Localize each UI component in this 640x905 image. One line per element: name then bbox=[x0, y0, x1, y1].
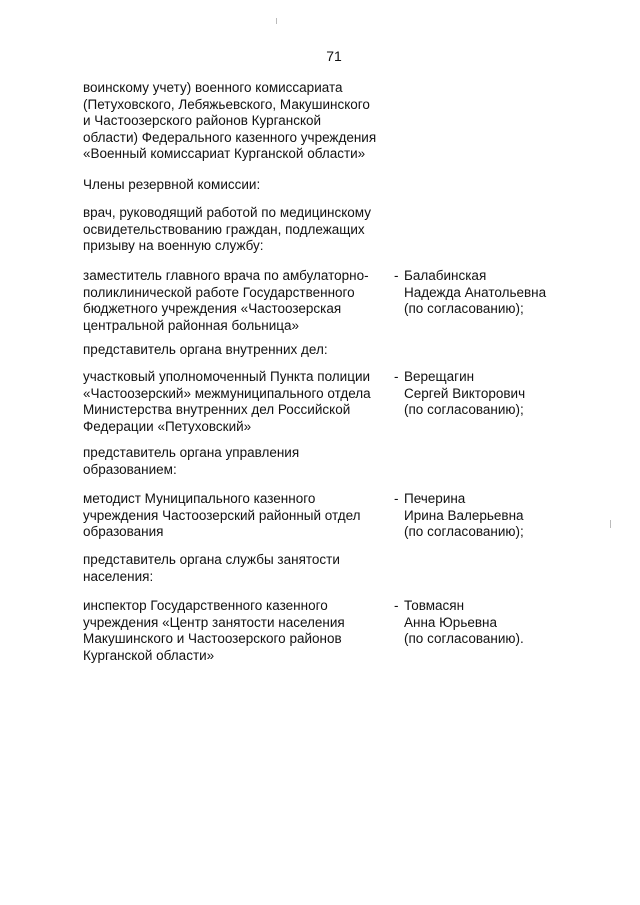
text-line: Сергей Викторович bbox=[404, 385, 526, 401]
text-line: Печерина bbox=[404, 491, 466, 506]
text-line: Анна Юрьевна bbox=[404, 614, 497, 630]
text-line: бюджетного учреждения «Частоозерская bbox=[83, 301, 342, 316]
text-line: поликлинической работе Государственного bbox=[83, 284, 355, 300]
text-line: Министерства внутренних дел Российской bbox=[83, 402, 351, 417]
text-line: врач, руководящий работой по медицинскому bbox=[83, 205, 371, 220]
dash: - bbox=[394, 491, 399, 506]
member-name bbox=[404, 491, 524, 541]
text-line: образования bbox=[83, 524, 164, 539]
education-heading bbox=[83, 445, 299, 478]
text-line: (Петуховского, Лебяжьевского, Макушинского bbox=[83, 96, 370, 112]
dash: - bbox=[394, 369, 399, 384]
text-line: (по согласованию); bbox=[404, 402, 524, 417]
text-line: представитель органа службы занятости bbox=[83, 552, 340, 567]
scan-mark-right bbox=[610, 520, 611, 528]
member-position bbox=[83, 598, 345, 664]
text-line: Товмасян bbox=[404, 598, 465, 613]
text-line: Федерации «Петуховский» bbox=[83, 418, 252, 434]
member-name bbox=[404, 598, 524, 648]
text-line: освидетельствованию граждан, подлежащих bbox=[83, 221, 365, 237]
text-line: учреждения «Центр занятости населения bbox=[83, 614, 345, 630]
text-line: населения: bbox=[83, 568, 154, 584]
dash: - bbox=[394, 598, 399, 613]
reserve-commission-heading: Члены резервной комиссии: bbox=[83, 177, 261, 192]
text-line: представитель органа управления bbox=[83, 445, 300, 460]
text-line: Верещагин bbox=[404, 369, 475, 384]
text-line: Надежда Анатольевна bbox=[404, 284, 547, 300]
text-line: заместитель главного врача по амбулаторно- bbox=[83, 268, 369, 283]
text-line: «Военный комиссариат Курганской области» bbox=[83, 146, 366, 161]
text-line: (по согласованию); bbox=[404, 301, 524, 316]
member-name bbox=[404, 268, 546, 318]
member-position bbox=[83, 268, 369, 334]
member-position bbox=[83, 491, 361, 541]
member-position bbox=[83, 369, 371, 435]
text-line: воинскому учету) военного комиссариата bbox=[83, 80, 343, 95]
text-line: центральной районная больница» bbox=[83, 317, 300, 333]
scan-mark-top bbox=[276, 18, 277, 24]
text-line: (по согласованию). bbox=[404, 631, 524, 646]
text-line: Балабинская bbox=[404, 268, 487, 283]
intro-paragraph bbox=[83, 80, 376, 163]
text-line: методист Муниципального казенного bbox=[83, 491, 316, 506]
text-line: Ирина Валерьевна bbox=[404, 507, 524, 523]
text-line: и Частоозерского районов Курганской bbox=[83, 113, 322, 128]
text-line: «Частоозерский» межмуниципального отдела bbox=[83, 385, 371, 401]
text-line: участковый уполномоченный Пункта полиции bbox=[83, 369, 371, 384]
member-name bbox=[404, 369, 525, 419]
employment-heading bbox=[83, 552, 340, 585]
text-line: образованием: bbox=[83, 461, 177, 477]
text-line: инспектор Государственного казенного bbox=[83, 598, 328, 613]
page-number: 71 bbox=[326, 48, 342, 64]
dash: - bbox=[394, 268, 399, 283]
doctor-role-heading bbox=[83, 205, 371, 255]
text-line: Макушинского и Частоозерского районов bbox=[83, 631, 342, 646]
text-line: призыву на военную службу: bbox=[83, 238, 264, 253]
text-line: учреждения Частоозерский районный отдел bbox=[83, 507, 361, 523]
police-heading: представитель органа внутренних дел: bbox=[83, 342, 328, 357]
text-line: области) Федерального казенного учреждения bbox=[83, 129, 377, 145]
text-line: (по согласованию); bbox=[404, 524, 524, 539]
text-line: Курганской области» bbox=[83, 647, 215, 663]
